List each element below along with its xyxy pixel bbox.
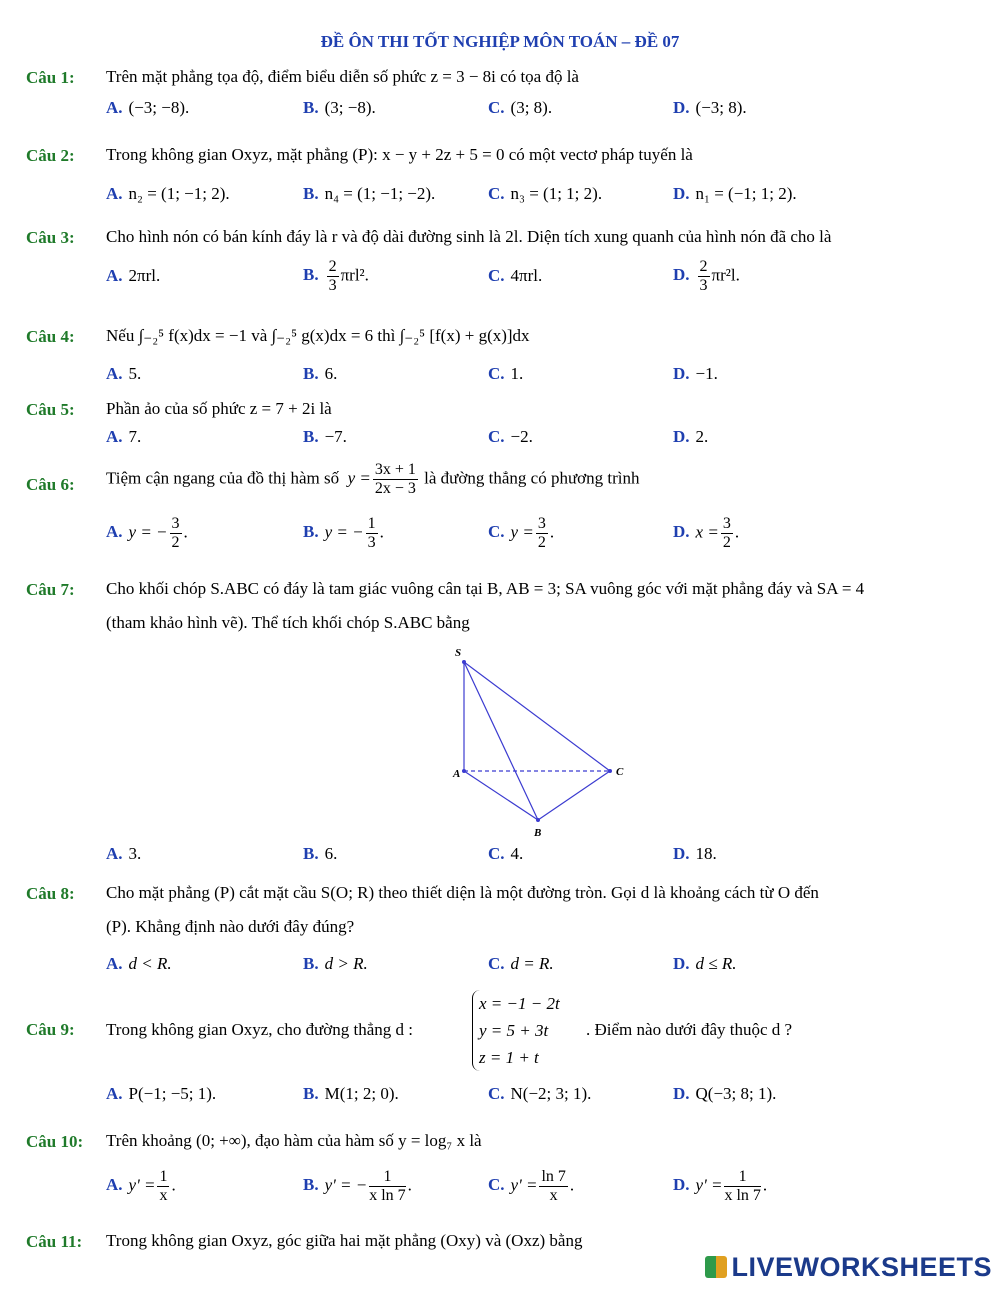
- question-label: Câu 6:: [26, 475, 75, 494]
- page-title: ĐỀ ÔN THI TỐT NGHIỆP MÔN TOÁN – ĐỀ 07: [320, 32, 680, 51]
- question-text: Cho hình nón có bán kính đáy là r và độ dài đường sinh là 2l. Diện tích xung quanh của hình nón đã cho là: [106, 227, 832, 246]
- option-b[interactable]: B. d > R.: [303, 954, 368, 973]
- question-label: Câu 8:: [26, 884, 75, 903]
- option-b[interactable]: B. M(1; 2; 0).: [303, 1084, 399, 1103]
- label-s: S: [455, 647, 462, 659]
- option-d[interactable]: D. x = $\frac{3}{2}$ .: [673, 515, 740, 551]
- question-label: Câu 11:: [26, 1232, 83, 1251]
- label-a: A: [453, 768, 461, 780]
- option-d[interactable]: D. 2.: [673, 427, 709, 446]
- option-c[interactable]: C. 4.: [488, 844, 524, 863]
- option-a[interactable]: A. 3.: [106, 844, 142, 863]
- option-c[interactable]: C. −2.: [488, 427, 533, 446]
- option-b[interactable]: B. n₄ = (1; −1; −2).: [303, 184, 436, 203]
- option-b[interactable]: B. y = − $\frac{1}{3}$ .: [303, 515, 384, 551]
- question-label: Câu 7:: [26, 580, 75, 599]
- option-c[interactable]: C. (3; 8).: [488, 98, 553, 117]
- question-text: Trong không gian Oxyz, mặt phẳng (P): x − y + 2z + 5 = 0 có một vectơ pháp tuyến là: [106, 145, 693, 164]
- point-s: [462, 660, 466, 664]
- option-a[interactable]: A. P(−1; −5; 1).: [106, 1084, 217, 1103]
- edge-sc: [464, 662, 610, 771]
- option-d[interactable]: D. n₁ = (−1; 1; 2).: [673, 184, 797, 203]
- question-text: Cho khối chóp S.ABC có đáy là tam giác vuông cân tại B, AB = 3; SA vuông góc với mặt phẳng đáy và SA = 4 (tham khảo hình vẽ). Thể tích khối chóp S.ABC bằng: [106, 579, 865, 632]
- option-b[interactable]: B. $\frac{2}{3}$ πrl².: [303, 258, 369, 294]
- point-c: [608, 769, 612, 773]
- label-b: B: [534, 827, 542, 839]
- option-b[interactable]: B. (3; −8).: [303, 98, 376, 117]
- question-text: Cho mặt phẳng (P) cắt mặt cầu S(O; R) theo thiết diện là một đường tròn. Gọi d là khoảng cách từ O đến (P). Khẳng định nào dưới đây đúng?: [106, 883, 819, 936]
- option-b[interactable]: B. 6.: [303, 364, 338, 383]
- option-d[interactable]: D. y' = $\frac{1}{\text{x ln 7}}$ .: [673, 1168, 768, 1204]
- question-label: Câu 4:: [26, 327, 75, 346]
- option-b[interactable]: B. y' = − $\frac{1}{\text{x ln 7}}$ .: [303, 1168, 412, 1204]
- question-label: Câu 3:: [26, 228, 75, 247]
- liveworksheets-icon: [705, 1256, 727, 1278]
- option-d[interactable]: D. $\frac{2}{3}$ πr²l.: [673, 258, 740, 294]
- question-text: Nếu ∫₋₂⁵ f(x)dx = −1 và ∫₋₂⁵ g(x)dx = 6 thì ∫₋₂⁵ [f(x) + g(x)]dx: [106, 326, 530, 345]
- option-a[interactable]: A. 7.: [106, 427, 142, 446]
- option-c[interactable]: C. y' = $\frac{\ln 7}{x}$ .: [488, 1168, 575, 1204]
- pyramid-figure: [450, 645, 650, 840]
- option-d[interactable]: D. Q(−3; 8; 1).: [673, 1084, 777, 1103]
- option-a[interactable]: A. n₂ = (1; −1; 2).: [106, 184, 230, 203]
- option-d[interactable]: D. −1.: [673, 364, 718, 383]
- option-b[interactable]: B. −7.: [303, 427, 347, 446]
- option-a[interactable]: A. (−3; −8).: [106, 98, 190, 117]
- equation-system: x = −1 − 2t y = 5 + 3t z = 1 + t: [472, 990, 560, 1071]
- option-a[interactable]: A. y' = $\frac{1}{x}$ .: [106, 1168, 176, 1204]
- option-d[interactable]: D. d ≤ R.: [673, 954, 737, 973]
- option-c[interactable]: C. 1.: [488, 364, 524, 383]
- point-a: [462, 769, 466, 773]
- option-c[interactable]: C. N(−2; 3; 1).: [488, 1084, 592, 1103]
- question-label: Câu 9:: [26, 1020, 75, 1039]
- question-label: Câu 1:: [26, 68, 75, 87]
- question-text: Trong không gian Oxyz, góc giữa hai mặt phẳng (Oxy) và (Oxz) bằng: [106, 1231, 583, 1250]
- option-c[interactable]: C. n₃ = (1; 1; 2).: [488, 184, 603, 203]
- option-d[interactable]: D. 18.: [673, 844, 717, 863]
- point-b: [536, 818, 540, 822]
- edge-bc: [538, 771, 610, 820]
- question-label: Câu 5:: [26, 400, 75, 419]
- option-a[interactable]: A. d < R.: [106, 954, 172, 973]
- option-b[interactable]: B. 6.: [303, 844, 338, 863]
- liveworksheets-logo: LIVEWORKSHEETS: [705, 1252, 992, 1283]
- question-label: Câu 2:: [26, 146, 75, 165]
- question-label: Câu 10:: [26, 1132, 84, 1151]
- option-c[interactable]: C. d = R.: [488, 954, 554, 973]
- option-a[interactable]: A. y = − $\frac{3}{2}$ .: [106, 515, 188, 551]
- option-a[interactable]: A. 2πrl.: [106, 266, 161, 285]
- question-text: Trên khoảng (0; +∞), đạo hàm của hàm số y = log₇ x là: [106, 1131, 482, 1150]
- question-text: Tiệm cận ngang của đồ thị hàm số y = $\frac{3x + 1}{2x - 3}$ là đường thẳng có phương trình: [106, 461, 640, 497]
- option-d[interactable]: D. (−3; 8).: [673, 98, 747, 117]
- option-c[interactable]: C. y = $\frac{3}{2}$ .: [488, 515, 555, 551]
- label-c: C: [616, 766, 624, 778]
- edge-sb: [464, 662, 538, 820]
- question-text: Trên mặt phẳng tọa độ, điểm biểu diễn số phức z = 3 − 8i có tọa độ là: [106, 67, 579, 86]
- question-text: Phần ảo của số phức z = 7 + 2i là: [106, 399, 332, 418]
- option-c[interactable]: C. 4πrl.: [488, 266, 543, 285]
- option-a[interactable]: A. 5.: [106, 364, 142, 383]
